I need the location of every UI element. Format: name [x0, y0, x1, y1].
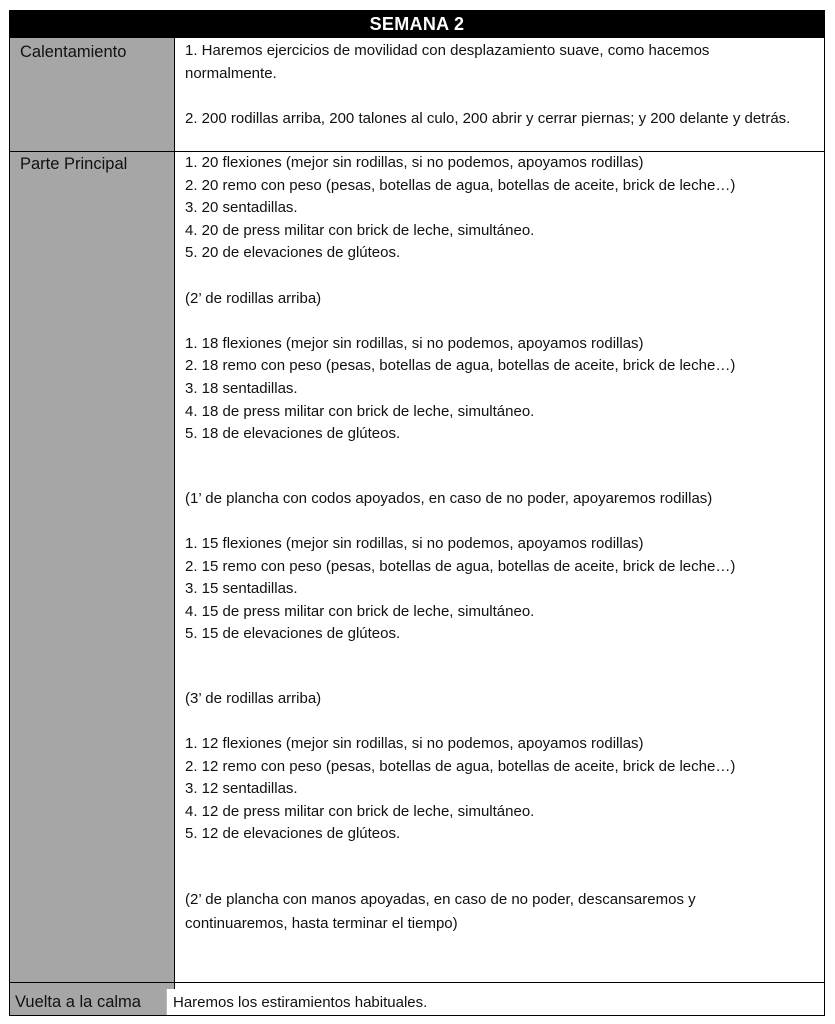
exercise-item: 4. 15 de press militar con brick de leche, simultáneo.	[185, 602, 535, 620]
exercise-item: 4. 12 de press militar con brick de leche, simultáneo.	[185, 802, 535, 820]
cooldown-content: Haremos los estiramientos habituales.	[173, 994, 428, 1011]
exercise-item: 2. 20 remo con peso (pesas, botellas de agua, botellas de aceite, brick de leche…)	[185, 176, 736, 194]
exercise-item: 5. 20 de elevaciones de glúteos.	[185, 244, 401, 262]
cell-gap	[166, 989, 170, 1015]
exercise-item: 1. 18 flexiones (mejor sin rodillas, si no podemos, apoyamos rodillas)	[185, 334, 644, 352]
exercise-item: 5. 18 de elevaciones de glúteos.	[185, 425, 401, 443]
exercise-item: 5. 12 de elevaciones de glúteos.	[185, 825, 401, 843]
cooldown-row	[10, 984, 824, 1015]
exercise-item: 3. 15 sentadillas.	[185, 580, 298, 598]
exercise-item: 5. 15 de elevaciones de glúteos.	[185, 625, 401, 643]
row-divider	[10, 982, 824, 983]
table-title: SEMANA 2	[10, 11, 824, 38]
exercise-item: 2. 12 remo con peso (pesas, botellas de agua, botellas de aceite, brick de leche…)	[185, 757, 736, 775]
warmup-item: 2. 200 rodillas arriba, 200 talones al culo, 200 abrir y cerrar piernas; y 200 delante y detrás.	[185, 109, 791, 127]
warmup-label: Calentamiento	[20, 43, 127, 61]
exercise-item: 2. 18 remo con peso (pesas, botellas de agua, botellas de aceite, brick de leche…)	[185, 357, 736, 375]
rest-note: (3’ de rodillas arriba)	[185, 689, 322, 707]
cooldown-label: Vuelta a la calma	[15, 993, 141, 1011]
exercise-item: 2. 15 remo con peso (pesas, botellas de agua, botellas de aceite, brick de leche…)	[185, 557, 736, 575]
exercise-item: 1. 12 flexiones (mejor sin rodillas, si no podemos, apoyamos rodillas)	[185, 735, 644, 753]
label-column	[10, 38, 175, 989]
rest-note: (2’ de plancha con manos apoyadas, en caso de no poder, descansaremos y continuaremos, hasta terminar el tiempo)	[185, 891, 696, 933]
exercise-item: 1. 15 flexiones (mejor sin rodillas, si no podemos, apoyamos rodillas)	[185, 534, 644, 552]
rest-note: (1’ de plancha con codos apoyados, en caso de no poder, apoyaremos rodillas)	[185, 489, 713, 507]
workout-table	[9, 10, 825, 1016]
exercise-item: 4. 20 de press militar con brick de leche, simultáneo.	[185, 221, 535, 239]
warmup-item: 1. Haremos ejercicios de movilidad con desplazamiento suave, como hacemos normalmente.	[185, 42, 710, 82]
exercise-item: 4. 18 de press militar con brick de leche, simultáneo.	[185, 402, 535, 420]
main-label: Parte Principal	[20, 155, 128, 173]
exercise-item: 1. 20 flexiones (mejor sin rodillas, si no podemos, apoyamos rodillas)	[185, 154, 644, 171]
rest-note: (2’ de rodillas arriba)	[185, 289, 322, 307]
exercise-item: 3. 18 sentadillas.	[185, 379, 298, 397]
warmup-content	[185, 40, 815, 130]
main-content	[185, 152, 815, 936]
exercise-item: 3. 20 sentadillas.	[185, 199, 298, 217]
exercise-item: 3. 12 sentadillas.	[185, 780, 298, 798]
